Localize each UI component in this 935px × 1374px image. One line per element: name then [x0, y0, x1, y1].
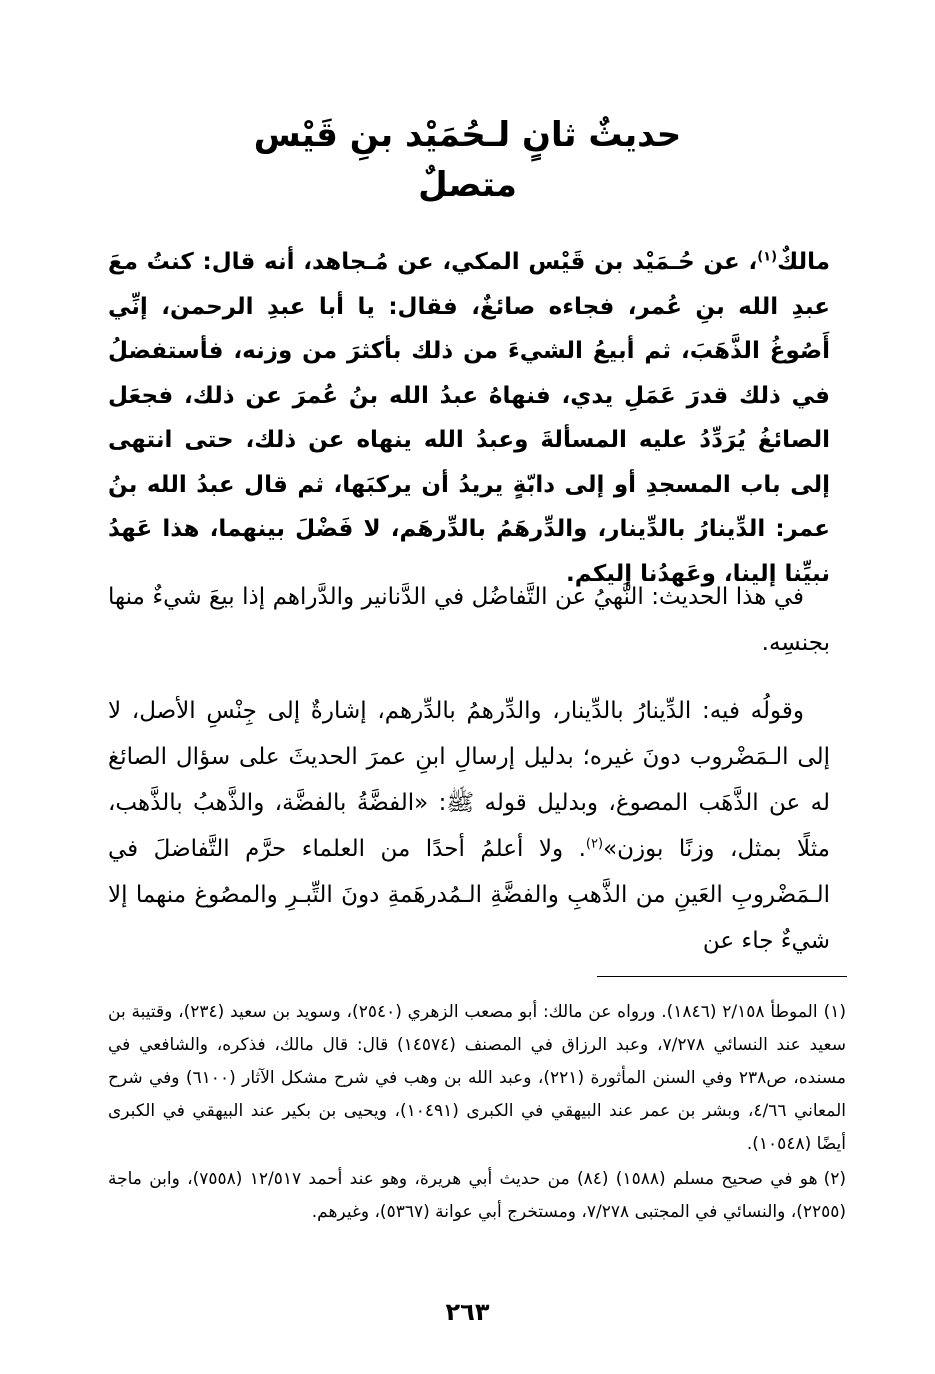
section-subtitle: متصلٌ — [418, 165, 517, 205]
footnote-2 — [108, 1163, 846, 1229]
hadith-text-start: مالكٌ — [777, 249, 830, 275]
hadith-text — [108, 240, 830, 596]
page-number: ٢٦٣ — [445, 1298, 490, 1326]
footnotes — [108, 996, 846, 1231]
footnote-ref-2[interactable]: (٢) — [585, 836, 604, 852]
footnote-divider — [597, 976, 847, 977]
footnote-1 — [108, 996, 846, 1161]
commentary-text-2a: وقولُه فيه: الدِّينارُ بالدِّينار، والدِّرهمُ بالدِّرهم، إشارةٌ إلى جِنْسِ الأصل، لا إلى الـمَضْروب دونَ غيره؛ بدليل إرسالِ ابنِ عمرَ الحديثَ على سؤال الصائغ له عن الذَّهَب المصوغ، وبدليل قوله ﷺ: «الفضَّةُ بالفضَّة، والذَّهبُ بالذَّهب، مثلًا بمثل، وزنًا بوزن» — [108, 698, 830, 862]
commentary-paragraph-1 — [108, 574, 830, 666]
footnote-text: الموطأ ٢/١٥٨ (١٨٤٦). ورواه عن مالك: أبو مصعب الزهري (٢٥٤٠)، وسويد بن سعيد (٢٣٤)، وقتيبة بن سعيد عند النسائي ٧/٢٧٨، وعبد الرزاق في المصنف (١٤٥٧٤) قال: قال مالك، فذكره، والشافعي في مسنده، ص٢٣٨ وفي السنن المأثورة (٢٢١)، وعبد الله بن وهب في شرح مشكل الآثار (٦١٠٠) وفي شرح المعاني ٤/٦٦، وبشر بن عمر عند البيهقي في الكبرى (١٠٤٩١)، ويحيى بن بكير عند البيهقي في الكبرى أيضًا (١٠٥٤٨). — [108, 1002, 846, 1154]
footnote-number: (١) — [823, 1002, 846, 1022]
commentary-paragraph-2 — [108, 688, 830, 964]
footnote-text: هو في صحيح مسلم (١٥٨٨) (٨٤) من حديث أبي هريرة، وهو عند أحمد ١٢/٥١٧ (٧٥٥٨)، وابن ماجة (٢٢٥٥)، والنسائي في المجتبى ٧/٢٧٨، ومستخرج أبي عوانة (٥٣٦٧)، وغيرهم. — [108, 1169, 846, 1222]
commentary-text-1: في هذا الحديث: النَّهيُ عن التَّفاضُل في الدَّنانير والدَّراهم إذا بيعَ شيءٌ منها بجنسِه. — [108, 584, 830, 656]
footnote-number: (٢) — [823, 1169, 846, 1189]
hadith-text-body: ، عن حُـمَيْد بن قَيْس المكي، عن مُـجاهد، أنه قال: كنتُ معَ عبدِ الله بنِ عُمر، فجاءه صائغٌ، فقال: يا أبا عبدِ الرحمن، إنِّي أَصُوغُ الذَّهَبَ، ثم أبيعُ الشيءَ من ذلك بأكثرَ من وزنه، فأستفضلُ في ذلك قدرَ عَمَلِ يدي، فنهاهُ عبدُ الله بنُ عُمرَ عن ذلك، فجعَل الصائغُ يُرَدِّدُ عليه المسألةَ وعبدُ الله ينهاه عن ذلك، حتى انتهى إلى باب المسجدِ أو إلى دابّةٍ يريدُ أن يركبَها، ثم قال عبدُ الله بنُ عمر: الدِّينارُ بالدِّينار، والدِّرهَمُ بالدِّرهَم، لا فَضْلَ بينهما، هذا عَهدُ نبيِّنا إلينا، وعَهدُنا إليكم. — [108, 249, 830, 587]
section-title: حديثٌ ثانٍ لـحُمَيْد بنِ قَيْس — [253, 115, 682, 155]
commentary-text-2b: . ولا أعلمُ أحدًا من العلماء حرَّم التَّفاضلَ في الـمَضْروبِ العَينِ من الذَّهبِ والفضَّةِ الـمُدرهَمةِ دونَ التِّبـرِ والمصُوغ منهما إلا شيءٌ جاء عن — [108, 836, 830, 954]
footnote-ref-1[interactable]: (١) — [757, 249, 778, 265]
